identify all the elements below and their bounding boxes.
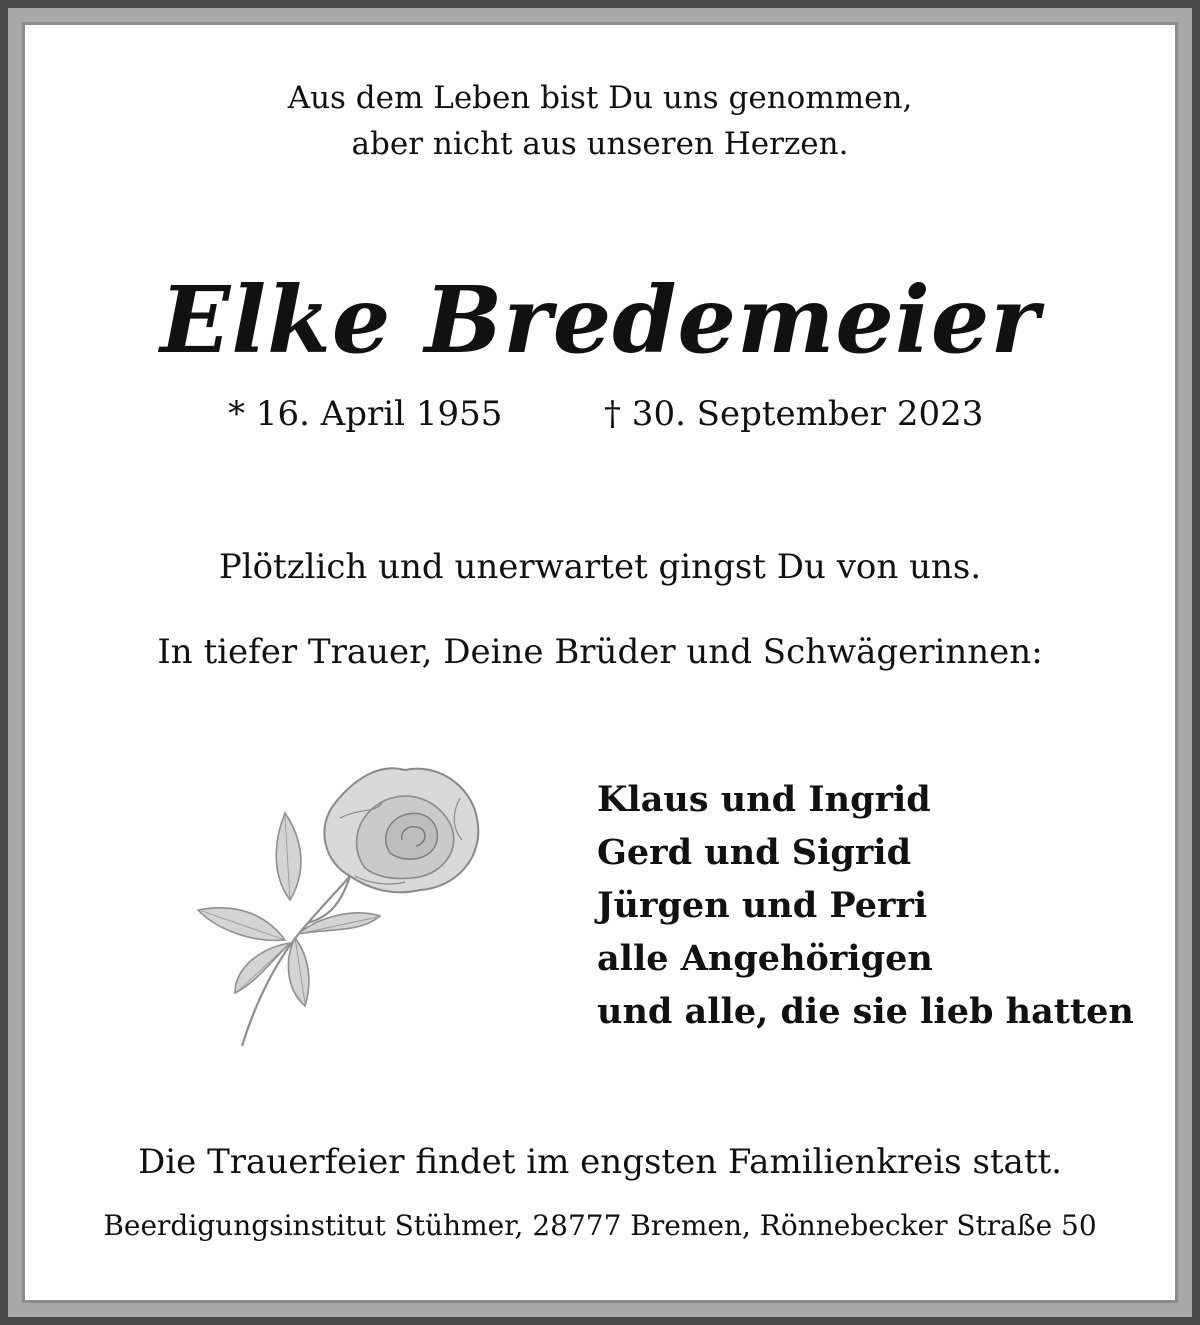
deceased-name: Elke Bredemeier: [160, 266, 1040, 374]
mourner-2: Gerd und Sigrid: [597, 832, 912, 873]
mourner-3: Jürgen und Perri: [597, 885, 928, 926]
rose-bloom: [324, 768, 478, 892]
ceremony-notice: Die Trauerfeier findet im engsten Familienkreis statt.: [138, 1142, 1062, 1182]
motto-line-2: aber nicht aus unseren Herzen.: [351, 126, 849, 162]
leaf-lower: [288, 938, 308, 1006]
leaf-right: [298, 913, 380, 934]
birth-date: * 16. April 1955: [228, 394, 503, 434]
leaf-top: [276, 813, 301, 900]
mourner-4: alle Angehörigen: [597, 938, 933, 979]
message-line-2: In tiefer Trauer, Deine Brüder und Schwägerinnen:: [157, 632, 1043, 672]
death-date: † 30. September 2023: [604, 394, 984, 434]
message-line-1: Plötzlich und unerwartet gingst Du von uns.: [218, 547, 982, 587]
rose-icon: [190, 758, 490, 1053]
mourner-5: und alle, die sie lieb hatten: [597, 991, 1134, 1032]
undertaker-address: Beerdigungsinstitut Stühmer, 28777 Bremen, Rönnebecker Straße 50: [103, 1209, 1097, 1242]
mourner-1: Klaus und Ingrid: [597, 779, 931, 820]
motto-line-1: Aus dem Leben bist Du uns genommen,: [287, 80, 913, 116]
